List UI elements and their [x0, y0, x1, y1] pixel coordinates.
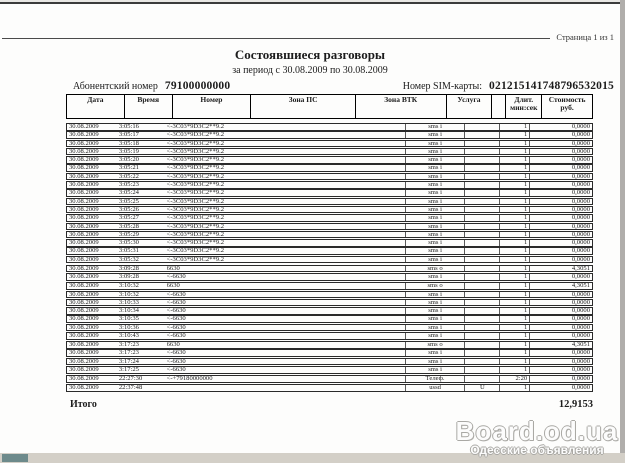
cell-u — [464, 174, 499, 180]
cell-dur: 1 — [499, 292, 529, 298]
cell-u — [464, 308, 499, 314]
cell-u — [464, 248, 499, 254]
cell-dur: 1 — [499, 240, 529, 246]
cell-date: 30.08.2009 — [69, 283, 99, 289]
cell-u — [464, 283, 499, 289]
total-row — [66, 399, 593, 410]
cell-service: sms i — [405, 367, 465, 373]
cell-date: 30.08.2009 — [69, 165, 99, 171]
cell-u — [464, 215, 499, 221]
cell-dur: 1 — [499, 232, 529, 238]
cell-dur: 1 — [499, 316, 529, 322]
column-header: Стоимость руб. — [541, 95, 592, 118]
cell-u — [464, 266, 499, 272]
table-row — [66, 223, 593, 231]
table-row — [66, 341, 593, 349]
cell-dur: 1 — [499, 333, 529, 339]
subscriber-label: Абонентский номер — [73, 81, 158, 92]
cell-service: sms i — [405, 232, 465, 238]
cell-service: sms i — [405, 199, 465, 205]
cell-dur: 1 — [499, 266, 529, 272]
cell-service: sms o — [405, 283, 465, 289]
cell-time: 3:05:18 — [118, 140, 139, 147]
cell-number: <-6630 — [166, 358, 186, 365]
cell-number: <-3C03*9D3C2**9.2 — [166, 182, 225, 188]
cell-number: <-6630 — [166, 324, 186, 331]
cell-number: <-3C03*9D3C2**9.2 — [166, 240, 225, 246]
sim-number: 021215141748796532015 — [489, 80, 614, 92]
table-row — [66, 273, 593, 281]
cell-number: <-3C03*9D3C2**9.2 — [166, 198, 225, 205]
cell-time: 3:05:32 — [118, 256, 139, 263]
cell-cost: 0,0000 — [529, 248, 592, 254]
cell-time: 3:05:25 — [118, 198, 139, 205]
cell-number — [167, 385, 405, 391]
cell-service: sms i — [405, 215, 465, 221]
cell-cost: 0,0000 — [529, 215, 592, 221]
table-column-header — [66, 94, 593, 119]
cell-number: <-3C03*9D3C2**9.2 — [166, 140, 225, 147]
cell-cost: 0,0000 — [529, 207, 592, 213]
cell-cost: 0,0000 — [529, 124, 592, 130]
cell-number: <-6630 — [166, 308, 186, 314]
cell-time: 3:05:22 — [118, 173, 139, 180]
cell-cost: 0,0000 — [529, 240, 592, 246]
table-row — [66, 189, 593, 197]
cell-date: 30.08.2009 — [69, 324, 99, 331]
cell-service: sms i — [405, 182, 465, 188]
cell-u — [464, 165, 499, 171]
cell-service: sms i — [405, 141, 465, 147]
table-row — [66, 358, 593, 366]
cell-dur: 1 — [499, 248, 529, 254]
cell-dur: 1 — [499, 385, 529, 391]
cell-service: sms i — [405, 174, 465, 180]
column-header: Зона ВТК — [355, 95, 446, 118]
cell-time: 3:05:17 — [118, 132, 139, 138]
table-row — [66, 256, 593, 264]
cell-date: 30.08.2009 — [69, 132, 99, 138]
cell-cost: 0,0000 — [529, 149, 592, 155]
cell-service: sms i — [405, 325, 465, 331]
cell-time: 3:09:28 — [118, 274, 139, 280]
cell-u — [464, 141, 499, 147]
cell-date: 30.08.2009 — [69, 157, 99, 163]
document-page — [0, 2, 620, 453]
cell-date: 30.08.2009 — [69, 350, 99, 356]
table-row — [66, 324, 593, 332]
cell-cost: 0,0000 — [529, 141, 592, 147]
cell-u — [464, 359, 499, 365]
table-row — [66, 231, 593, 239]
cell-u — [464, 316, 499, 322]
cell-u — [464, 132, 499, 138]
cell-number: <-3C03*9D3C2**9.2 — [166, 256, 225, 263]
cell-number: <-6630 — [166, 274, 186, 280]
cell-cost: 4,3051 — [529, 342, 592, 348]
cell-u — [464, 182, 499, 188]
cell-date: 30.08.2009 — [69, 148, 99, 155]
cell-service: sms i — [405, 274, 465, 280]
cell-date: 30.08.2009 — [69, 256, 99, 263]
column-header — [491, 95, 505, 118]
cell-dur: 1 — [499, 300, 529, 306]
cell-time: 3:17:23 — [118, 342, 139, 348]
cell-cost: 0,0000 — [529, 190, 592, 196]
cell-service: sms i — [405, 165, 465, 171]
table-row — [66, 131, 593, 139]
watermark-tagline: Одесские объявления — [470, 443, 604, 457]
cell-time: 3:17:25 — [118, 367, 139, 373]
table-row — [66, 282, 593, 290]
cell-cost: 0,0000 — [529, 292, 592, 298]
cell-time: 22:27:30 — [118, 376, 143, 382]
cell-service: sms i — [405, 207, 465, 213]
cell-time: 3:10:34 — [118, 308, 139, 314]
cell-service: sms o — [405, 266, 465, 272]
cell-service: sms i — [405, 257, 465, 263]
cell-u — [464, 157, 499, 163]
cell-dur: 1 — [499, 199, 529, 205]
cell-cost: 0,0000 — [529, 385, 592, 391]
cell-service: sms i — [405, 157, 465, 163]
cell-date: 30.08.2009 — [69, 333, 99, 339]
header-rule — [2, 38, 550, 39]
cell-number: <-3C03*9D3C2**9.2 — [166, 190, 225, 196]
cell-time: 3:05:30 — [118, 240, 139, 246]
cell-service: sms i — [405, 224, 465, 230]
cell-number: <-3C03*9D3C2**9.2 — [166, 223, 225, 230]
cell-number: 6630 — [166, 283, 180, 289]
subscriber-row — [73, 80, 614, 92]
cell-u — [464, 124, 499, 130]
column-header: Номер — [172, 95, 251, 118]
table-row — [66, 315, 593, 323]
scan-bottom-strip — [0, 453, 625, 463]
cell-date: 30.08.2009 — [69, 124, 99, 130]
cell-cost: 0,0000 — [529, 157, 592, 163]
table-row — [66, 173, 593, 181]
table-row — [66, 247, 593, 255]
cell-cost: 0,0000 — [529, 325, 592, 331]
cell-cost: 0,0000 — [529, 257, 592, 263]
cell-dur: 1 — [499, 157, 529, 163]
column-header: Зона ПС — [250, 95, 355, 118]
table-row — [66, 214, 593, 222]
cell-u — [464, 190, 499, 196]
cell-number: <-3C03*9D3C2**9.2 — [166, 206, 225, 213]
cell-dur: 1 — [499, 132, 529, 138]
cell-date: 30.08.2009 — [69, 223, 99, 230]
table-row — [66, 239, 593, 247]
cell-dur: 1 — [499, 182, 529, 188]
cell-dur: 1 — [499, 224, 529, 230]
cell-number: <-6630 — [166, 291, 186, 298]
cell-cost: 0,0000 — [529, 376, 592, 382]
cell-cost: 4,3051 — [529, 266, 592, 272]
cell-number: <-6630 — [166, 367, 186, 373]
cell-time: 3:05:27 — [118, 215, 139, 221]
cell-time: 3:10:32 — [118, 283, 139, 289]
cell-time: 3:05:19 — [118, 148, 139, 155]
cell-date: 30.08.2009 — [69, 342, 99, 348]
cell-time: 3:05:29 — [118, 231, 139, 238]
total-value: 12,9153 — [558, 399, 593, 410]
page-number: Страница 1 из 1 — [556, 32, 614, 42]
cell-time: 22:37:48 — [118, 385, 143, 391]
table-row — [66, 198, 593, 206]
cell-cost: 0,0000 — [529, 316, 592, 322]
column-header: Время — [124, 95, 172, 118]
cell-date: 30.08.2009 — [69, 240, 99, 246]
column-header: Услуга — [446, 95, 492, 118]
table-row — [66, 148, 593, 156]
cell-time: 3:10:32 — [118, 291, 139, 298]
cell-time: 3:05:31 — [118, 248, 139, 254]
cell-cost: 0,0000 — [529, 224, 592, 230]
cell-dur: 1 — [499, 350, 529, 356]
cell-cost: 0,0000 — [529, 274, 592, 280]
cell-dur: 2:20 — [499, 376, 529, 382]
cell-time: 3:09:28 — [118, 265, 139, 272]
cell-dur: 1 — [499, 174, 529, 180]
cell-cost: 0,0000 — [529, 232, 592, 238]
cell-number: <-3C03*9D3C2**9.2 — [166, 124, 225, 130]
cell-number: <-3C03*9D3C2**9.2 — [166, 165, 225, 171]
cell-service: sms i — [405, 292, 465, 298]
column-header: Длит. мин:сек — [505, 95, 541, 118]
cell-date: 30.08.2009 — [69, 274, 99, 280]
cell-dur: 1 — [499, 342, 529, 348]
cell-u — [464, 342, 499, 348]
cell-cost: 0,0000 — [529, 333, 592, 339]
cell-u — [464, 274, 499, 280]
cell-time: 3:05:16 — [118, 124, 139, 130]
cell-dur: 1 — [499, 165, 529, 171]
sim-label: Номер SIM-карты: — [402, 81, 483, 92]
table-row — [66, 366, 593, 374]
cell-dur: 1 — [499, 367, 529, 373]
cell-date: 30.08.2009 — [69, 206, 99, 213]
cell-number: <-3C03*9D3C2**9.2 — [166, 248, 225, 254]
cell-number: <-3C03*9D3C2**9.2 — [166, 215, 225, 221]
cell-time: 3:05:21 — [118, 165, 139, 171]
cell-number: <-6630 — [166, 316, 186, 322]
cell-time: 3:17:24 — [118, 358, 139, 365]
cell-cost: 0,0000 — [529, 300, 592, 306]
cell-u — [464, 207, 499, 213]
cell-service: sms i — [405, 359, 465, 365]
table-row — [66, 307, 593, 315]
cell-dur: 1 — [499, 257, 529, 263]
cell-dur: 1 — [499, 124, 529, 130]
column-header: Дата — [87, 95, 104, 104]
cell-date: 30.08.2009 — [69, 231, 99, 238]
cell-cost: 4,3051 — [529, 283, 592, 289]
table-row — [66, 265, 593, 273]
cell-cost: 0,0000 — [529, 132, 592, 138]
cell-number: <-3C03*9D3C2**9.2 — [166, 148, 225, 155]
cell-time: 3:05:26 — [118, 206, 139, 213]
cell-date: 30.08.2009 — [69, 299, 99, 306]
cell-dur: 1 — [499, 141, 529, 147]
sim-group — [403, 80, 614, 92]
cell-number: <-3C03*9D3C2**9.2 — [166, 173, 225, 180]
cell-u — [464, 257, 499, 263]
cell-number: <-3C03*9D3C2**9.2 — [166, 231, 225, 238]
cell-time: 3:10:35 — [118, 316, 139, 322]
cell-number: 6630 — [166, 342, 180, 348]
cell-u — [464, 350, 499, 356]
cell-number: <-+79180000000 — [166, 376, 213, 382]
cell-time: 3:17:23 — [118, 350, 139, 356]
cell-u — [464, 333, 499, 339]
cell-time: 3:05:23 — [118, 182, 139, 188]
cell-dur: 1 — [499, 308, 529, 314]
total-label: Итого — [70, 399, 97, 410]
table-row — [66, 123, 593, 131]
cell-cost: 0,0000 — [529, 199, 592, 205]
cell-service: sms i — [405, 333, 465, 339]
cell-date: 30.08.2009 — [69, 265, 99, 272]
cell-service: sms i — [405, 316, 465, 322]
cell-date: 30.08.2009 — [69, 308, 99, 314]
cell-date: 30.08.2009 — [69, 173, 99, 180]
cell-u — [464, 300, 499, 306]
table-row — [66, 156, 593, 164]
table-row — [66, 291, 593, 299]
table-row — [66, 164, 593, 172]
table-row — [66, 140, 593, 148]
cell-time: 3:05:28 — [118, 223, 139, 230]
cell-service: Телеф. — [405, 376, 465, 382]
cell-cost: 0,0000 — [529, 165, 592, 171]
cell-number: <-3C03*9D3C2**9.2 — [166, 157, 225, 163]
cell-time: 3:10:33 — [118, 299, 139, 306]
cell-cost: 0,0000 — [529, 359, 592, 365]
cell-time: 3:10:36 — [118, 324, 139, 331]
report-period: за период с 30.08.2009 по 30.08.2009 — [232, 65, 388, 76]
cell-dur: 1 — [499, 215, 529, 221]
cell-dur: 1 — [499, 359, 529, 365]
cell-dur: 1 — [499, 149, 529, 155]
cell-time: 3:05:20 — [118, 157, 139, 163]
cell-date: 30.08.2009 — [69, 376, 99, 382]
scan-corner-thumb — [2, 454, 28, 462]
cell-service: sms i — [405, 149, 465, 155]
table-body — [66, 123, 593, 392]
cell-cost: 0,0000 — [529, 174, 592, 180]
page-header — [2, 32, 614, 42]
cell-dur: 1 — [499, 274, 529, 280]
cell-u — [464, 376, 499, 382]
cell-cost: 0,0000 — [529, 182, 592, 188]
cell-u: U — [464, 385, 499, 391]
table-row — [66, 332, 593, 340]
cell-number: 6630 — [166, 265, 180, 272]
subscriber-group — [73, 80, 230, 92]
table-row — [66, 349, 593, 357]
cell-u — [464, 224, 499, 230]
report-title: Состоявшиеся разговоры — [234, 47, 386, 62]
cell-date: 30.08.2009 — [69, 182, 99, 188]
cell-cost: 0,0000 — [529, 350, 592, 356]
cell-service: sms i — [405, 190, 465, 196]
cell-service: sms i — [405, 124, 465, 130]
cell-service: sms i — [405, 248, 465, 254]
cell-number: <-6630 — [166, 350, 186, 356]
cell-u — [464, 199, 499, 205]
cell-dur: 1 — [499, 283, 529, 289]
cell-date: 30.08.2009 — [69, 198, 99, 205]
table-row — [66, 206, 593, 214]
cell-date: 30.08.2009 — [69, 358, 99, 365]
watermark-brand: Board.od.ua — [455, 416, 619, 446]
cell-time: 3:10:43 — [118, 333, 139, 339]
cell-u — [464, 240, 499, 246]
cell-u — [464, 232, 499, 238]
cell-u — [464, 367, 499, 373]
cell-service: sms i — [405, 132, 465, 138]
cell-dur: 1 — [499, 190, 529, 196]
cell-service: sms i — [405, 300, 465, 306]
subscriber-number: 79100000000 — [164, 80, 231, 92]
cell-date: 30.08.2009 — [69, 385, 99, 391]
cell-u — [464, 325, 499, 331]
cell-u — [464, 149, 499, 155]
cell-date: 30.08.2009 — [69, 190, 99, 196]
cell-number: <-6630 — [166, 333, 186, 339]
cell-service: sms i — [405, 350, 465, 356]
cell-date: 30.08.2009 — [69, 215, 99, 221]
cell-dur: 1 — [499, 325, 529, 331]
cell-service: sms i — [405, 308, 465, 314]
cell-date: 30.08.2009 — [69, 248, 99, 254]
cell-service: sms i — [405, 240, 465, 246]
cell-date: 30.08.2009 — [69, 316, 99, 322]
cell-date: 30.08.2009 — [69, 367, 99, 373]
cell-cost: 0,0000 — [529, 367, 592, 373]
table-row — [66, 181, 593, 189]
cell-service: ussd — [405, 385, 465, 391]
cell-time: 3:05:24 — [118, 190, 139, 196]
cell-number: <-6630 — [166, 299, 186, 306]
cell-cost: 0,0000 — [529, 308, 592, 314]
table-row — [66, 299, 593, 307]
cell-dur: 1 — [499, 207, 529, 213]
cell-date: 30.08.2009 — [69, 140, 99, 147]
cell-u — [464, 292, 499, 298]
table-row — [66, 384, 593, 392]
cell-service: sms o — [405, 342, 465, 348]
table-row — [66, 375, 593, 383]
cell-date: 30.08.2009 — [69, 291, 99, 298]
cell-number: <-3C03*9D3C2**9.2 — [166, 132, 225, 138]
